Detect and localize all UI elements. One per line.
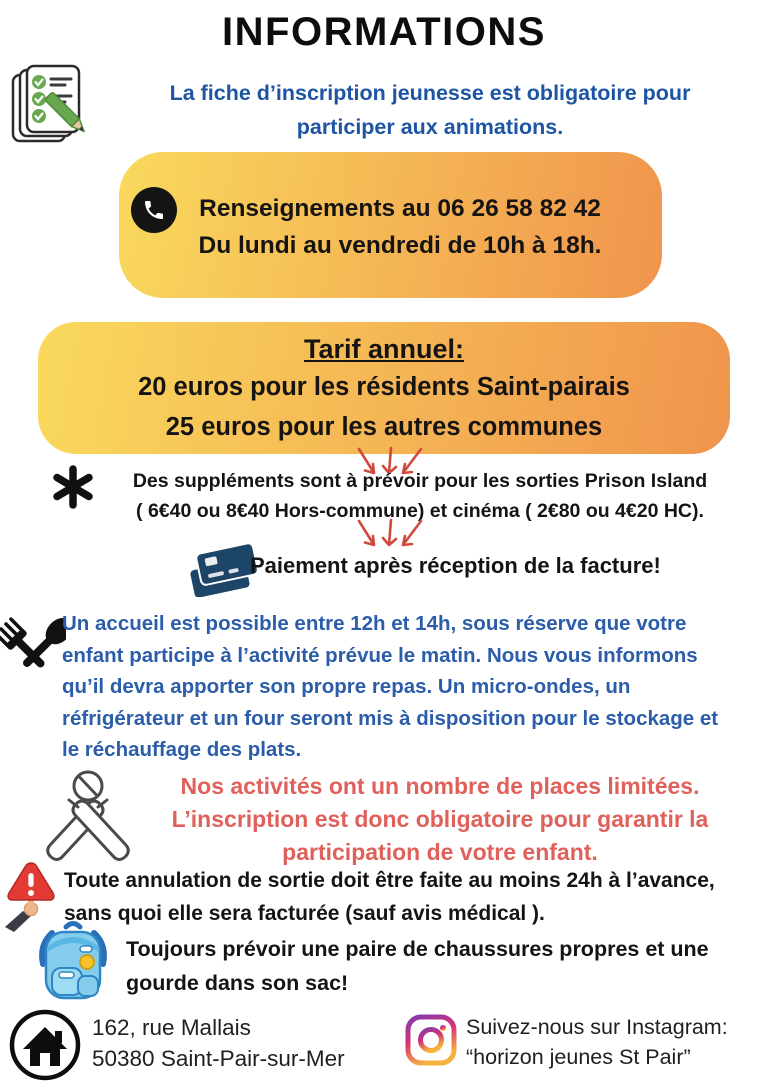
meal-line-3: qu’il devra apporter son propre repas. Un micro-ondes, un	[62, 675, 631, 698]
supplement-text	[96, 466, 744, 526]
gear-line-2: gourde dans son sac!	[126, 971, 349, 995]
tarif-title: Tarif annuel:	[303, 334, 464, 364]
phone-line-1: Renseignements au 06 26 58 82 42	[199, 195, 601, 222]
red-arrows-icon	[341, 518, 437, 557]
intro-line-2: participer aux animations.	[296, 115, 564, 139]
tarif-line-2: 25 euros pour les autres communes	[165, 413, 603, 441]
address-line-2: 50380 Saint-Pair-sur-Mer	[92, 1046, 345, 1071]
limited-line-1: Nos activités ont un nombre de places limitées.	[180, 773, 700, 799]
asterisk-icon	[50, 464, 96, 515]
limited-line-3: participation de votre enfant.	[282, 839, 598, 865]
gear-line-1: Toujours prévoir une paire de chaussures propres et une	[126, 937, 709, 961]
instagram-text	[466, 1012, 766, 1072]
backpack-icon	[30, 918, 116, 1015]
instagram-icon	[403, 1012, 459, 1073]
intro-text	[110, 76, 750, 144]
tarif-line-1: 20 euros pour les résidents Saint-pairais	[138, 373, 630, 401]
supplement-line-1: Des suppléments sont à prévoir pour les sorties Prison Island	[132, 470, 708, 492]
phone-line-2: Du lundi au vendredi de 10h à 18h.	[198, 232, 602, 259]
payment-text: Paiement après réception de la facture!	[250, 553, 661, 578]
meal-line-5: le réchauffage des plats.	[62, 738, 302, 761]
meal-line-2: enfant participe à l’activité prévue le matin. Nous vous informons	[62, 643, 698, 667]
address-text	[92, 1012, 392, 1074]
gear-text	[126, 932, 756, 1000]
tarif-box-text	[38, 331, 730, 447]
checklist-icon	[6, 62, 102, 151]
intro-line-1: La fiche d’inscription jeunesse est obligatoire pour	[169, 81, 691, 105]
supplement-line-2: ( 6€40 ou 8€40 Hors-commune) et cinéma ( 2€80 ou 4€20 HC).	[136, 500, 704, 522]
instagram-line-1: Suivez-nous sur Instagram:	[466, 1015, 728, 1039]
cancellation-text	[64, 864, 760, 930]
meal-line-1: Un accueil est possible entre 12h et 14h, sous réserve que votre	[62, 612, 687, 635]
limited-line-2: L’inscription est donc obligatoire pour garantir la	[171, 806, 709, 832]
meal-text	[62, 608, 762, 766]
phone-box-text	[150, 190, 650, 264]
address-line-1: 162, rue Mallais	[92, 1015, 251, 1040]
instagram-line-2: “horizon jeunes St Pair”	[466, 1045, 691, 1069]
house-icon	[8, 1008, 82, 1087]
cancellation-line-2: sans quoi elle sera facturée (sauf avis médical ).	[64, 902, 545, 925]
meal-line-4: réfrigérateur et un four seront mis à disposition pour le stockage et	[62, 706, 719, 730]
fork-spoon-icon	[0, 606, 66, 689]
limited-places-text	[118, 770, 762, 869]
cancellation-line-1: Toute annulation de sortie doit être faite au moins 24h à l’avance,	[64, 869, 715, 892]
page-title: INFORMATIONS	[222, 10, 546, 54]
